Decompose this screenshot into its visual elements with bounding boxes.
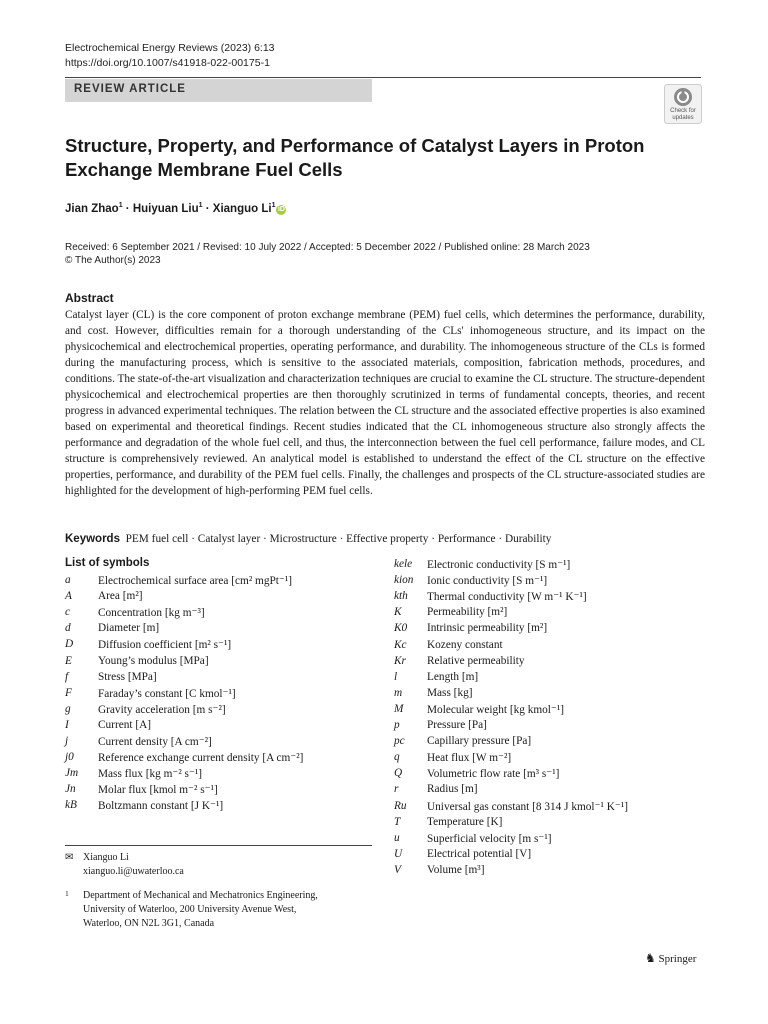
symbol: j0 [65,751,74,764]
footnote-rule [65,845,372,846]
symbol-description: Kozeny constant [427,638,503,651]
symbol: c [65,606,71,619]
affiliation-line: University of Waterloo, 200 University Avenue West, [83,904,297,915]
history-dates: Received: 6 September 2021 / Revised: 10 July 2022 / Accepted: 5 December 2022 / Published online: 28 March 2023 [65,242,590,253]
symbol-row [65,671,385,687]
symbol-row [65,735,385,751]
symbol-description: Superficial velocity [m s⁻¹] [427,832,552,845]
symbol-description: Gravity acceleration [m s⁻²] [98,703,226,716]
symbol: kth [394,590,408,603]
symbol-row [65,590,385,606]
symbol: pc [394,735,405,748]
affiliation [65,889,318,931]
symbol-description: Heat flux [W m⁻²] [427,752,512,765]
article-type-label: REVIEW ARTICLE [74,83,186,95]
symbol-description: Ionic conductivity [S m⁻¹] [427,575,548,588]
symbol-row [65,687,385,703]
symbol: q [394,751,400,764]
symbols-heading: List of symbols [65,557,150,569]
symbol-description: Boltzmann constant [J K⁻¹] [98,800,224,813]
symbol-row [394,751,714,767]
symbol: M [394,702,404,715]
affiliation-line: Department of Mechanical and Mechatronics Engineering, [83,890,318,901]
symbol: d [65,622,71,635]
symbol: p [394,719,400,731]
symbol: Kr [394,654,406,667]
symbol: I [65,718,69,731]
symbol-row [65,622,385,638]
symbol: T [394,815,401,828]
keywords-line [65,533,551,545]
symbol-description: Mass flux [kg m⁻² s⁻¹] [98,768,203,781]
symbol: kele [394,558,413,570]
symbols-list-right [394,558,714,883]
symbol-description: Capillary pressure [Pa] [427,735,532,748]
symbol-description: Concentration [kg m⁻³] [98,607,205,620]
article-type-badge [65,79,372,102]
article-title: Structure, Property, and Performance of Catalyst Layers in Proton Exchange Membrane Fuel Cells [65,135,645,180]
copyright: © The Author(s) 2023 [65,255,161,266]
symbol-description: Faraday’s constant [C kmol⁻¹] [98,687,236,700]
symbol-description: Current [A] [98,718,152,731]
orcid-icon[interactable]: iD [277,205,285,213]
symbol: kion [394,574,414,587]
symbol: K [394,606,402,619]
symbol: K0 [394,622,408,635]
symbol-row [394,671,714,687]
symbol-row [394,558,714,574]
symbol-row [394,735,714,751]
abstract-body: Catalyst layer (CL) is the core component of proton exchange membrane (PEM) fuel cells, which determines the performance, durability, and cost. However, difficulties remain for a thorough understanding of the CLs' inhomogeneous structure, and its impact on the physicochemical and electrochemical properties, operating performance, and durability. The inhomogeneous structure of the CLs is formed during the manufacturing process, which is sensitive to the associated materials, composition, fabrication methods, procedures, and conditions. The state-of-the-art visualization and characterization techniques are crucial to examine the CL structure. The structure-dependent physicochemical and electrochemical properties are then thoroughly scrutinized in terms of fundamental concepts, theories, and recent progress in advanced experimental techniques. The relation between the CL structure and the associated effective properties is also examined based on experimental and theoretical findings. Recent studies indicated that the CL inhomogeneous structure also strongly affects the performance and degradation of the whole fuel cell, and thus, the interconnection between the fuel cell performance, failure modes, and CL structure is comprehensively reviewed. An analytical model is established to understand the effect of the CL structure on the effective properties, performance, and durability of the PEM fuel cells. Finally, the challenges and prospects of the CL structure-associated studies are highlighted for the development of high-performing PEM fuel cells. [65,309,706,497]
symbol-description: Pressure [Pa] [427,719,487,731]
journal-citation: Electrochemical Energy Reviews (2023) 6:13 [65,42,275,54]
author-separator: · [202,202,213,215]
symbol: Kc [394,638,407,651]
symbols-list-left [65,574,385,819]
author-name[interactable]: Huiyuan Liu [132,202,199,215]
corresponding-author: Xianguo Li [83,852,129,863]
symbol-row [394,864,714,880]
symbol: j [65,735,69,747]
symbol-row [394,606,714,622]
symbol-description: Young’s modulus [MPa] [98,654,209,667]
symbol: l [394,670,398,683]
symbol-row [65,703,385,719]
correspondence [65,851,184,879]
symbol: r [394,783,399,796]
symbol-row [394,574,714,590]
abstract-heading: Abstract [65,291,114,305]
symbol-description: Radius [m] [427,783,478,796]
symbol-row [394,590,714,606]
envelope-icon: ✉ [65,852,74,863]
symbol: E [65,654,72,667]
symbol-description: Electronic conductivity [S m⁻¹] [427,559,571,571]
author-affil-sup: 1 [198,202,203,209]
affiliation-line: Waterloo, ON N2L 3G1, Canada [83,918,215,929]
symbol-description: Length [m] [427,670,479,683]
author-affil-sup: 1 [118,202,123,209]
symbol-row [394,719,714,735]
symbol-description: Relative permeability [427,654,525,667]
symbol: m [394,686,403,699]
symbol-row [394,622,714,638]
symbol-row [394,816,714,832]
symbol-description: Mass [kg] [427,686,473,699]
symbol: Jm [65,767,79,780]
author-affil-sup: 1 [271,202,276,209]
symbol: D [65,638,74,651]
symbol-row [394,687,714,703]
symbol-row [394,703,714,719]
symbol: V [394,863,401,876]
keywords-label: Keywords [65,533,120,545]
symbol-description: Stress [MPa] [98,670,157,683]
symbol-row [394,639,714,655]
symbol-description: Intrinsic permeability [m²] [427,622,548,635]
affiliation-number: 1 [65,889,69,898]
author-email[interactable]: xianguo.li@uwaterloo.ca [83,866,184,877]
symbol-row [65,719,385,735]
symbol-row [65,767,385,783]
symbol-description: Permeability [m²] [427,606,508,619]
symbol-row [394,783,714,799]
symbol: Ru [394,799,407,812]
author-list [65,202,286,215]
symbol-description: Volume [m³] [427,863,485,876]
symbol-row [65,751,385,767]
symbol-row [394,655,714,671]
check-label-1: Check for [670,108,696,114]
symbol: Q [394,767,403,780]
springer-horse-icon: ♞ [645,951,656,965]
symbol-description: Volumetric flow rate [m³ s⁻¹] [427,768,560,781]
doi-link[interactable]: https://doi.org/10.1007/s41918-022-00175-1 [65,57,270,69]
symbol: f [65,670,69,683]
publisher-name: Springer [658,953,697,965]
keywords-list: PEM fuel cell · Catalyst layer · Microstructure · Effective property · Performance · Durability [125,533,552,545]
symbol-description: Molecular weight [kg kmol⁻¹] [427,703,565,716]
symbol-row [394,832,714,848]
symbol-row [65,638,385,654]
symbol: a [65,574,71,586]
journal-header [65,41,275,71]
symbol: u [394,831,400,844]
symbol-description: Thermal conductivity [W m⁻¹ K⁻¹] [427,591,587,604]
symbol-row [394,800,714,816]
symbol-description: Diameter [m] [98,622,160,635]
header-rule [65,77,701,78]
symbol: F [65,686,72,699]
publication-dates [65,241,590,267]
symbol-description: Electrochemical surface area [cm² mgPt⁻¹] [98,575,293,587]
symbol: kB [65,799,77,812]
publisher-logo [645,951,696,966]
symbol-description: Electrical potential [V] [427,847,532,860]
symbol-description: Current density [A cm⁻²] [98,736,212,748]
symbol-row [65,783,385,799]
check-for-updates-button[interactable] [664,84,702,124]
author-name[interactable]: Xianguo Li [212,202,272,215]
symbol-description: Diffusion coefficient [m² s⁻¹] [98,639,232,652]
symbol-description: Reference exchange current density [A cm⁻²] [98,752,304,765]
symbol-row [394,848,714,864]
symbol-row [65,606,385,622]
symbol-description: Temperature [K] [427,815,503,828]
symbol: U [394,847,403,860]
symbol-description: Area [m²] [98,590,143,603]
symbol: Jn [65,783,76,796]
symbol: g [65,702,71,715]
symbol: A [65,590,72,603]
symbol-row [394,767,714,783]
symbol-description: Molar flux [kmol m⁻² s⁻¹] [98,784,218,797]
author-name[interactable]: Jian Zhao [65,202,119,215]
symbol-description: Universal gas constant [8 314 J kmol⁻¹ K⁻¹] [427,800,628,813]
check-label-2: updates [672,114,694,121]
symbol-row [65,655,385,671]
author-separator: · [122,202,133,215]
symbol-row [65,574,385,590]
symbol-row [65,799,385,815]
